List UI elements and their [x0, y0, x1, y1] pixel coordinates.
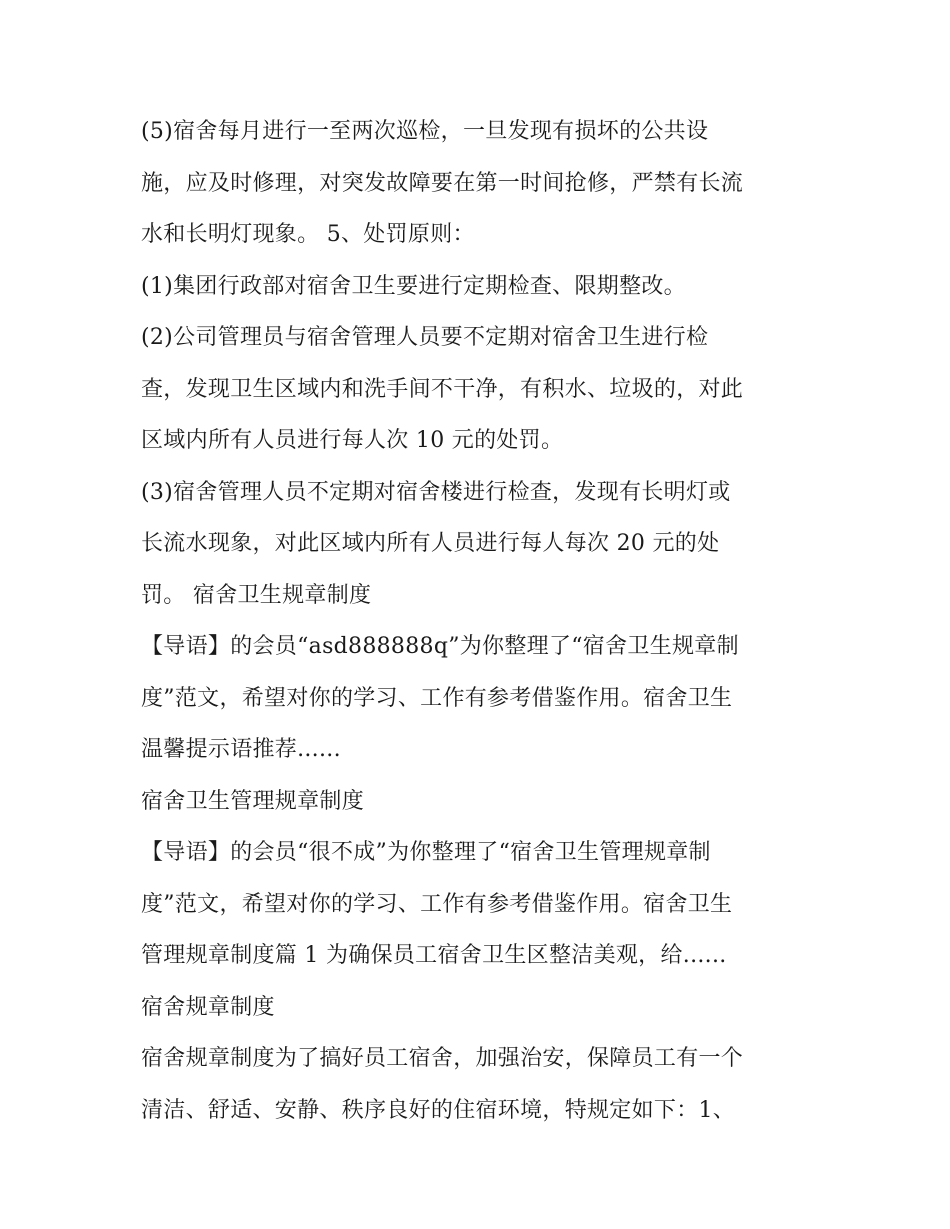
text-line: 温馨提示语推荐......	[141, 737, 341, 762]
section-heading: 宿舍规章制度	[141, 994, 275, 1020]
text-line: 【导语】的会员“很不成”为你整理了“宿舍卫生管理规章制	[141, 840, 711, 865]
text-line: (3)宿舍管理人员不定期对宿舍楼进行检查，发现有长明灯或	[141, 479, 731, 505]
text-line: 罚。 宿舍卫生规章制度	[141, 582, 372, 608]
document-body	[141, 106, 821, 1136]
section-heading: 宿舍卫生管理规章制度	[141, 788, 365, 814]
text-line: 施，应及时修理，对突发故障要在第一时间抢修，严禁有长流	[141, 170, 744, 196]
text-line: 【导语】的会员“asd888888q”为你整理了“宿舍卫生规章制	[141, 634, 739, 659]
text-line: 管理规章制度篇 1 为确保员工宿舍卫生区整洁美观，给......	[141, 943, 727, 968]
text-line: (1)集团行政部对宿舍卫生要进行定期检查、限期整改。	[141, 273, 686, 299]
text-line: 度”范文，希望对你的学习、工作有参考借鉴作用。宿舍卫生	[141, 685, 733, 711]
text-line: 区域内所有人员进行每人次 10 元的处罚。	[141, 428, 564, 453]
text-line: 水和长明灯现象。 5、处罚原则：	[141, 222, 475, 247]
text-line: (5)宿舍每月进行一至两次巡检，一旦发现有损坏的公共设	[141, 119, 709, 144]
text-line: 宿舍规章制度为了搞好员工宿舍，加强治安，保障员工有一个	[141, 1046, 744, 1071]
text-line: 度”范文，希望对你的学习、工作有参考借鉴作用。宿舍卫生	[141, 891, 733, 917]
text-line: 清洁、舒适、安静、秩序良好的住宿环境，特规定如下：1、	[141, 1097, 736, 1123]
text-line: 长流水现象，对此区域内所有人员进行每人每次 20 元的处	[141, 531, 720, 556]
text-line: (2)公司管理员与宿舍管理人员要不定期对宿舍卫生进行检	[141, 325, 709, 350]
text-line: 查，发现卫生区域内和洗手间不干净，有积水、垃圾的，对此	[141, 376, 744, 402]
